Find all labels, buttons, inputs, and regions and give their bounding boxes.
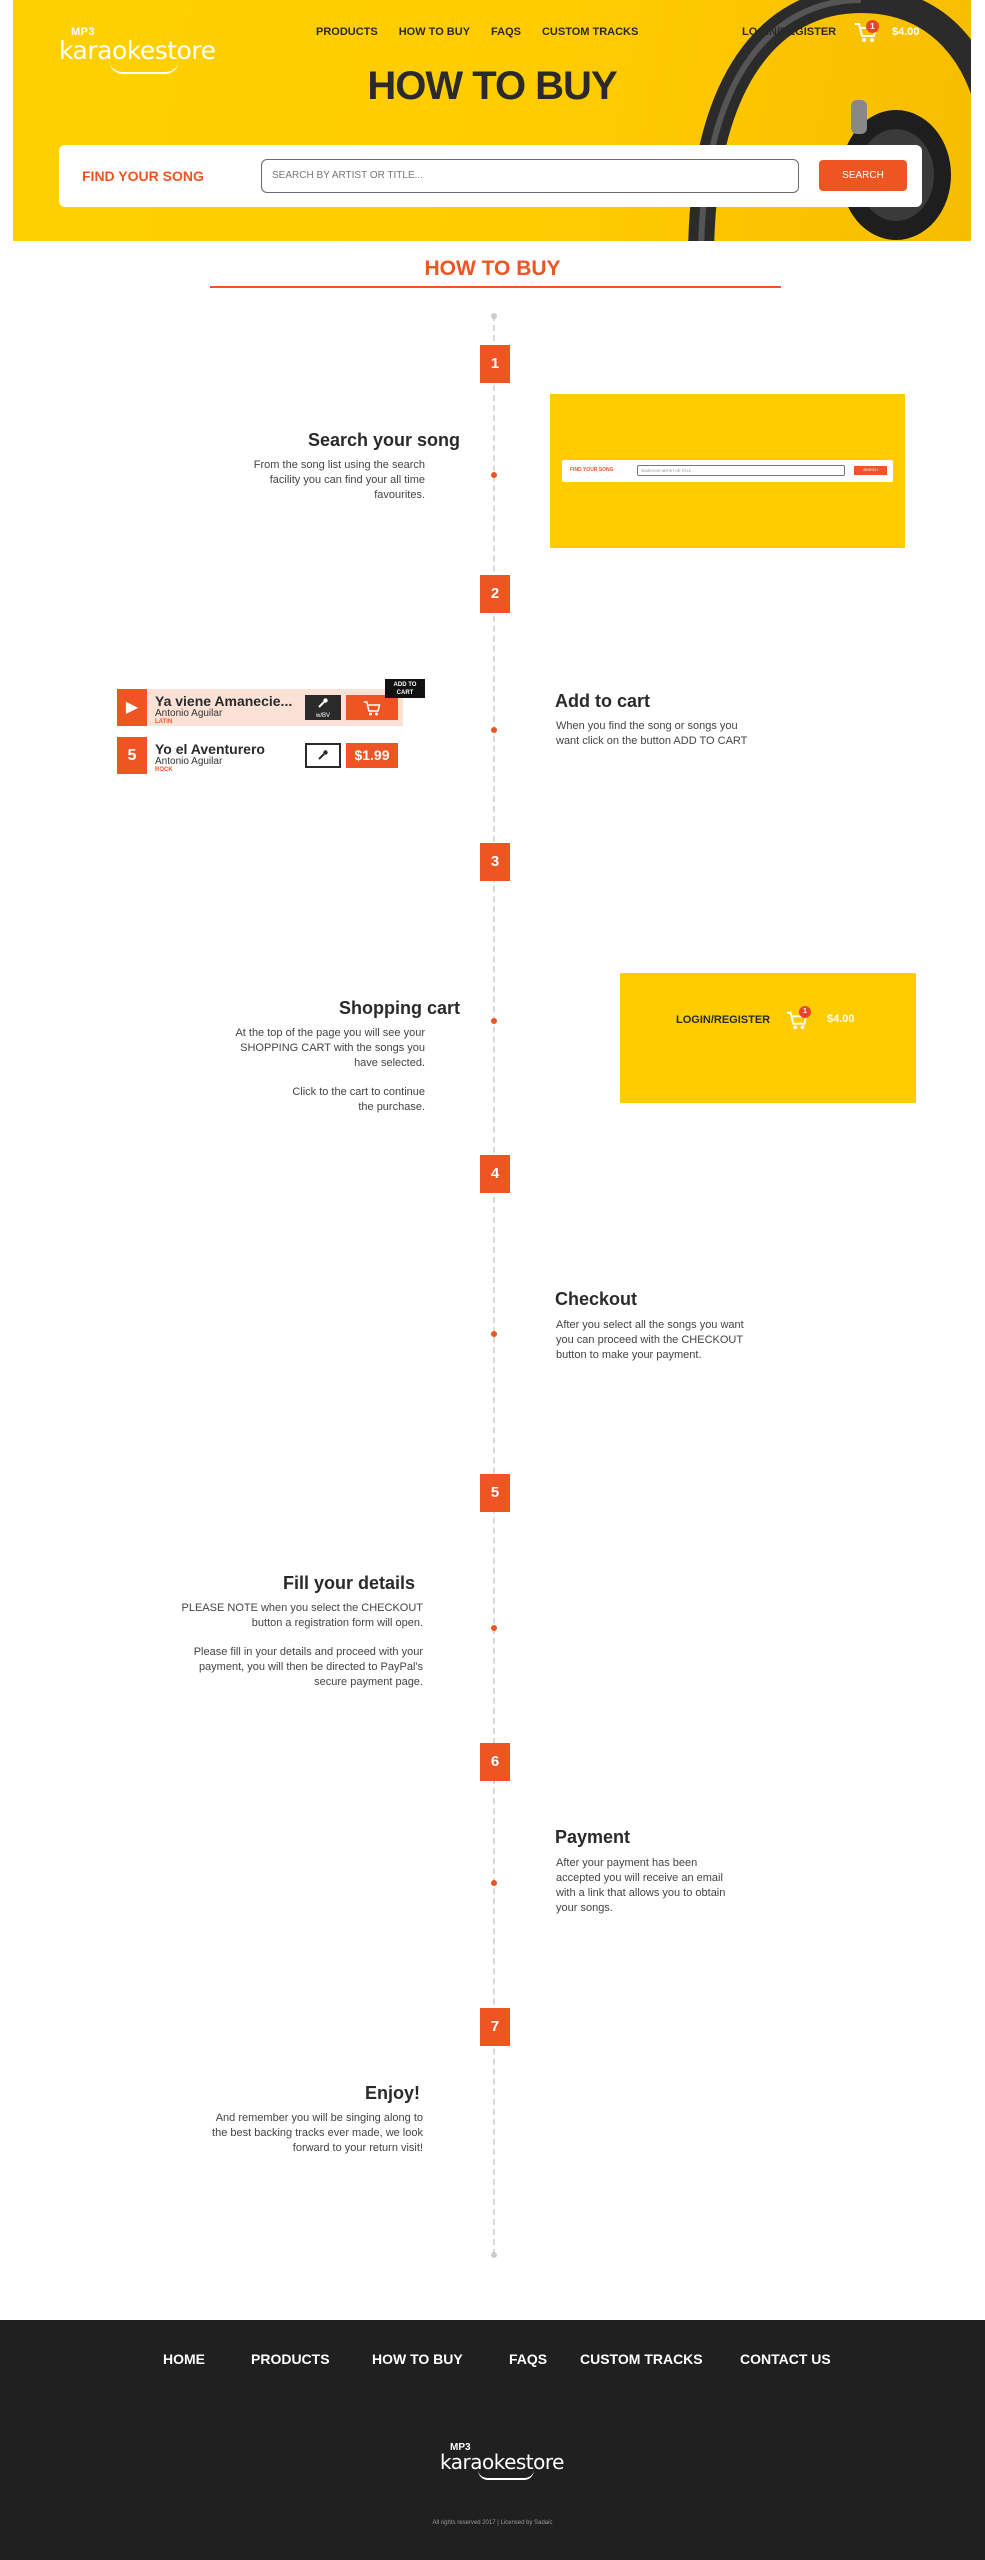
footer-nav-faqs[interactable]: FAQS	[509, 2351, 548, 2367]
step-title: Fill your details	[282, 1573, 415, 1593]
footer-nav-how-to-buy[interactable]: HOW TO BUY	[372, 2351, 463, 2367]
song-title: Yo el Aventurero	[155, 741, 265, 757]
song-genre: ROCK	[155, 767, 173, 773]
song-row[interactable]	[117, 689, 403, 726]
section-divider	[210, 286, 781, 288]
microphone-button[interactable]	[305, 743, 341, 768]
site-footer	[0, 2320, 985, 2560]
timeline-dot	[491, 1331, 497, 1337]
search-button[interactable]: SEARCH	[819, 160, 907, 191]
footer-logo-main-text: karaokestore	[440, 2450, 564, 2474]
timeline-dot	[491, 1018, 497, 1024]
add-to-cart-tooltip: ADD TO CART	[385, 679, 425, 698]
microphone-icon	[317, 698, 329, 708]
step-number: 1	[480, 345, 510, 383]
illustration-search-input: SEARCH BY ARTIST OR TITLE...	[637, 465, 845, 476]
cart-illustration	[620, 973, 916, 1103]
copyright-text: All rights reserved 2017 | Licensed by Sadaic	[432, 2520, 553, 2526]
microphone-button[interactable]	[305, 695, 341, 720]
main-nav	[316, 26, 659, 38]
nav-faqs[interactable]: FAQS	[491, 26, 521, 38]
step-number: 4	[480, 1155, 510, 1193]
illustration-cart-total: $4.00	[827, 1013, 855, 1025]
add-to-cart-button[interactable]	[346, 695, 398, 720]
timeline-dot	[491, 472, 497, 478]
footer-logo-smile-icon	[478, 2470, 534, 2480]
step-text	[556, 1318, 756, 1363]
step-title: Add to cart	[555, 691, 651, 711]
step-title: Shopping cart	[339, 998, 460, 1018]
footer-nav-products[interactable]: PRODUCTS	[251, 2351, 330, 2367]
search-illustration	[550, 394, 905, 548]
search-input[interactable]: SEARCH BY ARTIST OR TITLE...	[261, 159, 799, 193]
cart-icon	[361, 699, 383, 717]
step-number: 3	[480, 843, 510, 881]
step-number: 6	[480, 1743, 510, 1781]
timeline-start-dot	[491, 313, 497, 319]
play-icon[interactable]: ▶	[117, 689, 147, 726]
cart-count-badge: 1	[866, 20, 879, 33]
step-text	[556, 1856, 741, 1916]
step-text	[220, 1026, 425, 1115]
step-paragraph: Click to the cart to continue the purchase.	[292, 1086, 425, 1113]
step-text	[175, 1601, 423, 1690]
step-title: Checkout	[555, 1289, 638, 1309]
logo-mp3-text: MP3	[71, 26, 96, 38]
song-genre: LATIN	[155, 719, 173, 725]
step-paragraph: At the top of the page you will see your SHOPPING CART with the songs you have selected.	[235, 1027, 425, 1069]
step-number: 5	[480, 1474, 510, 1512]
cart-total[interactable]: $4.00	[892, 26, 920, 38]
step-paragraph: And remember you will be singing along to the best backing tracks ever made, we look forward to your return visit!	[212, 2112, 423, 2154]
song-title: Ya viene Amanecie...	[155, 693, 293, 709]
footer-logo[interactable]	[440, 2442, 564, 2482]
illustration-search-bar	[562, 460, 893, 482]
step-text	[205, 2111, 423, 2156]
step-text	[230, 458, 425, 503]
song-artist: Antonio Aguilar	[155, 708, 223, 719]
nav-products[interactable]: PRODUCTS	[316, 26, 378, 38]
search-panel	[59, 145, 922, 207]
nav-how-to-buy[interactable]: HOW TO BUY	[398, 26, 471, 38]
login-register-link[interactable]: LOGIN/REGISTER	[742, 26, 837, 38]
step-title: Payment	[555, 1827, 631, 1847]
step-number: 2	[480, 575, 510, 613]
step-paragraph: Please fill in your details and proceed with your payment, you will then be directed to PayPal's secure payment page.	[193, 1646, 423, 1688]
hero-banner	[13, 0, 971, 241]
timeline-end-dot	[491, 2252, 497, 2258]
search-label: FIND YOUR SONG	[82, 168, 204, 184]
microphone-icon	[317, 750, 329, 760]
step-paragraph: After you select all the songs you want you can proceed with the CHECKOUT button to make your payment.	[556, 1319, 744, 1361]
price-button[interactable]: $1.99	[346, 743, 398, 768]
song-row[interactable]	[117, 737, 403, 774]
step-title: Search your song	[307, 430, 460, 450]
step-paragraph: When you find the song or songs you want click on the button ADD TO CART	[556, 720, 748, 747]
illustration-search-button: SEARCH	[854, 466, 887, 475]
mic-label: w/BV	[315, 713, 330, 719]
step-paragraph: After your payment has been accepted you will receive an email with a link that allows you to obtain your songs.	[556, 1857, 726, 1914]
timeline-dot	[491, 1625, 497, 1631]
step-number: 7	[480, 2008, 510, 2046]
step-text	[556, 719, 751, 749]
logo-main-text: karaokestore	[59, 36, 216, 65]
timeline-dot	[491, 1880, 497, 1886]
step-title: Enjoy!	[364, 2083, 420, 2103]
illustration-login: LOGIN/REGISTER	[676, 1014, 771, 1026]
timeline-dot	[491, 727, 497, 733]
footer-nav-custom-tracks[interactable]: CUSTOM TRACKS	[580, 2351, 703, 2367]
nav-custom-tracks[interactable]: CUSTOM TRACKS	[541, 26, 639, 38]
footer-logo-mp3-text: MP3	[450, 2442, 471, 2453]
section-title: HOW TO BUY	[424, 257, 561, 280]
illustration-search-label: FIND YOUR SONG	[570, 467, 614, 473]
illustration-cart-badge: 1	[799, 1006, 811, 1018]
page-title: HOW TO BUY	[367, 64, 617, 108]
step-paragraph: From the song list using the search facility you can find your all time favourites.	[253, 459, 425, 501]
song-number: 5	[117, 737, 147, 774]
footer-nav-contact-us[interactable]: CONTACT US	[740, 2351, 831, 2367]
song-artist: Antonio Aguilar	[155, 756, 223, 767]
footer-nav-home[interactable]: HOME	[163, 2351, 205, 2367]
step-paragraph: PLEASE NOTE when you select the CHECKOUT button a registration form will open.	[181, 1602, 423, 1629]
